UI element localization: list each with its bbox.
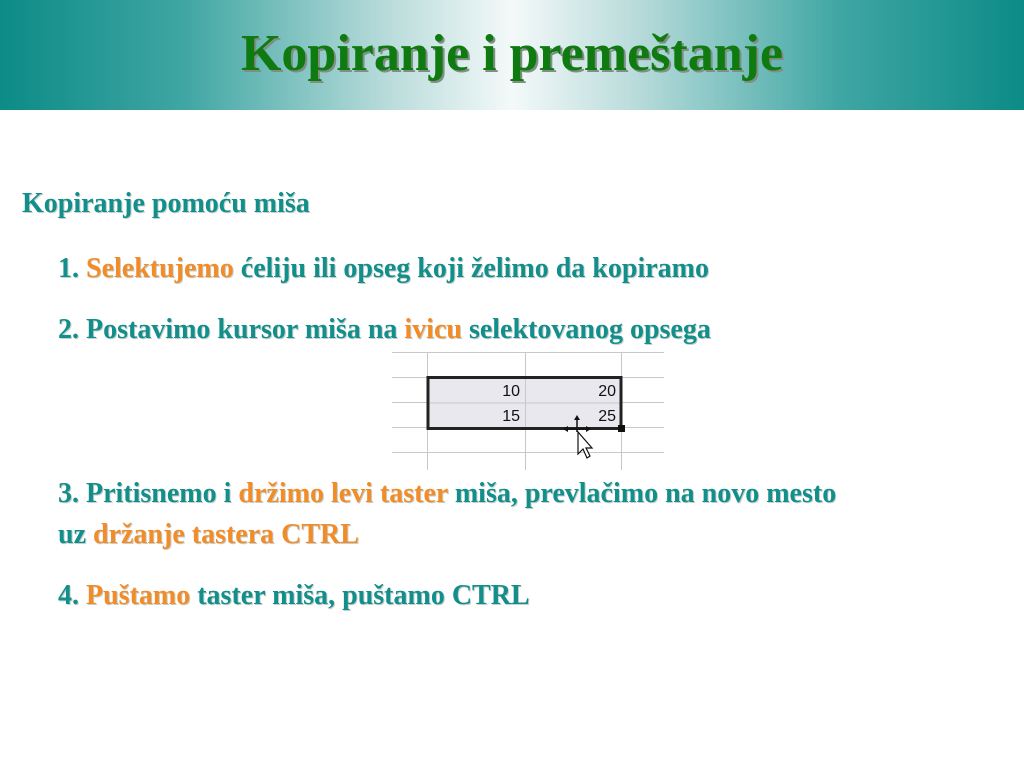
step-2-text: 2. Postavimo kursor miša na [58, 314, 405, 345]
step-1-number: 1. [58, 253, 79, 284]
cell-a1: 10 [502, 383, 520, 400]
step-4-number: 4. [58, 580, 79, 611]
step-4-text: taster miša, puštamo CTRL [190, 580, 530, 611]
step-4-highlight: Puštamo [86, 580, 191, 611]
spreadsheet-illustration [392, 352, 664, 475]
step-3-text-mid: miša, prevlačimo na novo mesto uz [58, 478, 837, 550]
slide-title: Kopiranje i premeštanje [240, 25, 784, 82]
step-1-text: ćeliju ili opseg koji želimo da kopiramo [233, 253, 709, 284]
step-1 [58, 248, 709, 289]
step-3-highlight-ctrl: držanje tastera CTRL [93, 519, 359, 550]
step-1-highlight: Selektujemo [86, 253, 234, 284]
cell-b1: 20 [598, 383, 616, 400]
step-3-text: 3. Pritisnemo i [58, 478, 239, 509]
cell-a2: 15 [502, 408, 520, 425]
step-2-text-end: selektovanog opsega [461, 314, 711, 345]
fill-handle [618, 425, 625, 432]
step-2 [58, 309, 778, 350]
step-2-highlight: ivicu [404, 314, 462, 345]
step-4 [58, 575, 530, 616]
step-3 [58, 473, 858, 555]
subheading: Kopiranje pomoću miša [22, 188, 310, 219]
cell-b2: 25 [598, 408, 616, 425]
step-3-highlight: držimo levi taster [238, 478, 448, 509]
